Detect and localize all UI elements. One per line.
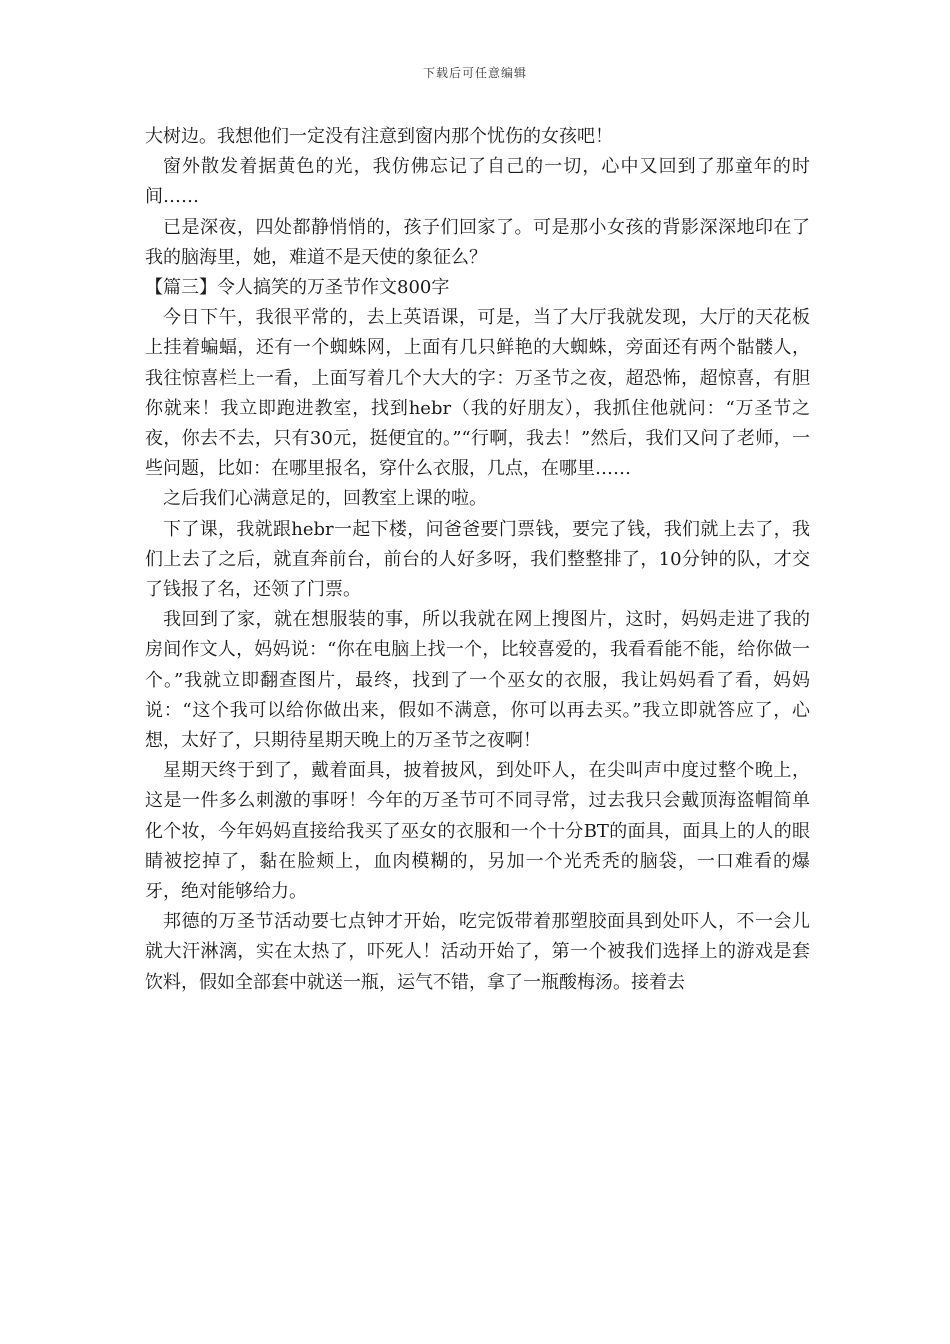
paragraph: 大树边。我想他们一定没有注意到窗内那个忧伤的女孩吧！ [145,126,613,147]
page-header: 下载后可任意编辑 [422,66,527,80]
paragraph: 星期天终于到了，戴着面具，披着披风，到处吓人，在尖叫声中度过整个晚上，这是一件多么刺激的事呀！今年的万圣节可不同寻常，过去我只会戴顶海盗帽简单化个妆，今年妈妈直接给我买了巫女的衣服和一个十分BT的面具，面具上的人的眼睛被挖掉了，黏在脸颊上，血肉模糊的，另加一个光秃秃的脑袋，一口难看的爆牙，绝对能够给力。 [145,760,810,903]
section-heading: 【篇三】令人搞笑的万圣节作文800字 [145,277,450,299]
paragraph: 邦德的万圣节活动要七点钟才开始，吃完饭带着那塑胶面具到处吓人，不一会儿就大汗淋漓，实在太热了，吓死人！活动开始了，第一个被我们选择上的游戏是套饮料，假如全部套中就送一瓶，运气不错，拿了一瓶酸梅汤。接着去 [145,911,810,993]
paragraph: 之后我们心满意足的，回教室上课的啦。 [163,488,487,510]
paragraph: 我回到了家，就在想服装的事，所以我就在网上搜图片，这时，妈妈走进了我的房间作文人，妈妈说：“你在电脑上找一个，比较喜爱的，我看看能不能，给你做一个。”我就立即翻查图片，最终，找到了一个巫女的衣服，我让妈妈看了看，妈妈说：“这个我可以给你做出来，假如不满意，你可以再去买。”我立即就答应了，心想，太好了，只期待星期天晚上的万圣节之夜啊！ [145,609,810,752]
paragraph: 下了课，我就跟hebr一起下楼，问爸爸要门票钱，要完了钱，我们就上去了，我们上去了之后，就直奔前台，前台的人好多呀，我们整整排了，10分钟的队，才交了钱报了名，还领了门票。 [145,518,810,601]
paragraph: 已是深夜，四处都静悄悄的，孩子们回家了。可是那小女孩的背影深深地印在了我的脑海里，她，难道不是天使的象征么？ [145,216,810,268]
document-body [145,122,810,998]
paragraph: 窗外散发着据黄色的光，我仿佛忘记了自己的一切，心中又回到了那童年的时间…… [145,156,810,208]
paragraph: 今日下午，我很平常的，去上英语课，可是，当了大厅我就发现，大厅的天花板上挂着蝙蝠，还有一个蜘蛛网，上面有几只鲜艳的大蜘蛛，旁面还有两个骷髅人，我往惊喜栏上一看，上面写着几个大大的字：万圣节之夜，超恐怖，超惊喜，有胆你就来！我立即跑进教室，找到hebr（我的好朋友），我抓住他就问：“万圣节之夜，你去不去，只有30元，挺便宜的。”“行啊，我去！”然后，我们又问了老师，一些问题，比如：在哪里报名，穿什么衣服，几点，在哪里…… [145,307,810,480]
